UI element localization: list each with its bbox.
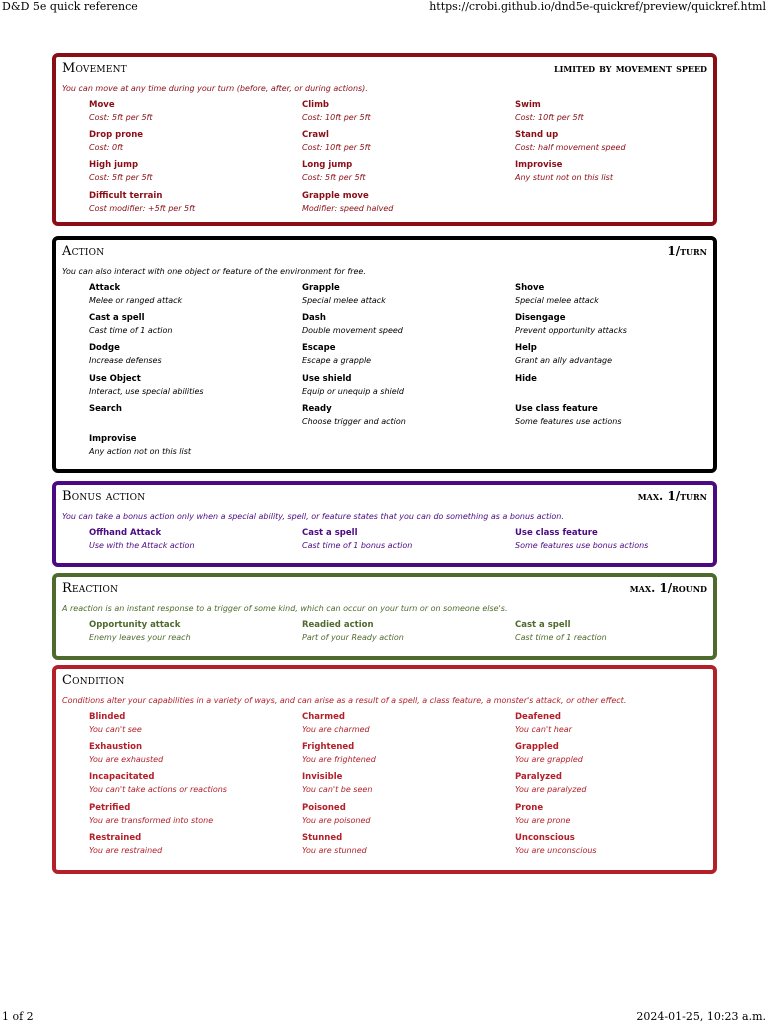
rule-item-description: Cost: half movement speed [515,143,626,153]
rule-item-name: Offhand Attack [89,528,162,538]
reaction-section [52,573,717,660]
rule-item[interactable] [302,802,515,832]
rule-item[interactable] [89,99,302,129]
rule-item-name: Ready [302,403,332,414]
rule-item-name: Deafened [515,712,561,722]
rule-item-name: Invisible [302,772,343,783]
rule-item[interactable] [89,342,302,372]
rule-item-name: Restrained [89,832,142,843]
action-section [52,236,717,473]
rule-item[interactable] [302,190,515,220]
rule-item-name: Use class feature [515,528,598,538]
action-header [62,240,707,266]
rule-item-name: Frightened [302,742,355,753]
rule-item-description: Special melee attack [515,296,599,305]
rule-item-name: Cast a spell [89,313,145,324]
rule-item-description: Choose trigger and action [302,416,406,426]
rule-item[interactable] [515,802,717,832]
rule-item-description: Cost modifier: +5ft per 5ft [89,203,196,213]
page-number: 1 of 2 [2,1010,34,1023]
rule-item[interactable] [515,99,717,129]
rule-item-description: You are grappled [515,755,583,765]
rule-item[interactable] [302,312,515,342]
rule-item-name: Exhaustion [89,742,143,753]
rule-item[interactable] [302,619,515,649]
rule-item[interactable] [515,711,717,741]
rule-item-description: Some features use bonus actions [515,541,649,550]
rule-item-name: High jump [89,160,139,171]
movement-limit: limited by movement speed [554,61,707,75]
rule-item-description: Cost: 5ft per 5ft [89,173,153,183]
movement-header [62,57,707,83]
rule-item-description: You are poisoned [302,815,371,825]
rule-item-name: Incapacitated [89,772,155,783]
rule-item-description: You are restrained [89,845,163,855]
rule-item[interactable] [515,403,717,433]
rule-item-name: Paralyzed [515,772,562,783]
bonus-action-header [62,485,707,511]
rule-item[interactable] [89,159,302,189]
rule-item[interactable] [89,711,302,741]
rule-item-name: Cast a spell [515,620,571,630]
condition-title: Condition [62,673,125,688]
rule-item[interactable] [515,342,717,372]
bonus-action-title: Bonus action [62,489,146,504]
rule-item-name: Hide [515,373,537,384]
rule-item-name: Cast a spell [302,528,358,538]
rule-item[interactable] [89,619,302,649]
rule-item[interactable] [302,771,515,801]
condition-items [89,711,713,862]
condition-header [62,669,707,695]
movement-section [52,53,717,226]
rule-item[interactable] [89,832,302,862]
rule-item[interactable] [302,373,515,403]
movement-title: Movement [62,61,127,76]
rule-item-name: Readied action [302,620,374,630]
rule-item-description: Some features use actions [515,416,622,426]
rule-item[interactable] [302,832,515,862]
rule-item-description: Prevent opportunity attacks [515,326,627,336]
rule-item-description: You can't hear [515,725,572,734]
rule-item[interactable] [515,619,717,649]
rule-item-description: You can't see [89,725,142,734]
rule-item-description: You are transformed into stone [89,815,214,825]
rule-item-name: Improvise [89,433,137,444]
bonus-action-limit: max. 1/turn [637,489,707,503]
rule-item[interactable] [302,129,515,159]
rule-item-name: Petrified [89,802,131,813]
rule-item-description: You can't take actions or reactions [89,785,227,795]
rule-item[interactable] [515,282,717,312]
bonus-action-description: You can take a bonus action only when a special ability, spell, or feature states that you can do something as a bonus action. [62,512,564,521]
rule-item[interactable] [89,403,302,433]
rule-item-name: Opportunity attack [89,620,181,630]
reaction-header [62,577,707,603]
rule-item-description: You can't be seen [302,785,373,795]
rule-item-description: Cast time of 1 bonus action [302,541,413,550]
rule-item-name: Disengage [515,313,566,324]
rule-item-name: Attack [89,283,121,293]
rule-item-name: Dash [302,313,326,324]
rule-item[interactable] [515,771,717,801]
rule-item-name: Prone [515,802,544,813]
action-description: You can also interact with one object or feature of the environment for free. [62,267,366,276]
rule-item-name: Grappled [515,742,559,753]
rule-item-description: Part of your Ready action [302,633,404,642]
rule-item-name: Poisoned [302,802,346,813]
rule-item[interactable] [89,129,302,159]
rule-item-description: You are prone [515,815,571,825]
rule-item-name: Difficult terrain [89,190,163,201]
rule-item[interactable] [302,159,515,189]
rule-item[interactable] [302,527,515,557]
rule-item-description: You are frightened [302,755,376,765]
rule-item[interactable] [302,403,515,433]
rule-item-name: Help [515,343,537,354]
rule-item-name: Use shield [302,373,352,384]
action-title: Action [62,244,105,259]
rule-item-description: Cast time of 1 action [89,326,173,336]
reaction-limit: max. 1/round [629,581,707,595]
action-items [89,282,713,463]
rule-item[interactable] [515,312,717,342]
rule-item[interactable] [515,159,717,189]
rule-item-description: Escape a grapple [302,356,372,366]
reaction-title: Reaction [62,581,119,596]
rule-item-name: Stand up [515,130,559,141]
rule-item-name: Crawl [302,130,329,141]
rule-item-description: Melee or ranged attack [89,296,183,305]
document-url[interactable]: https://crobi.github.io/dnd5e-quickref/preview/quickref.html [429,0,766,13]
bonus-action-section [52,481,717,567]
document-title: D&D 5e quick reference [2,0,138,13]
rule-item-description: Increase defenses [89,356,162,366]
rule-item[interactable] [302,99,515,129]
rule-item-description: Cost: 5ft per 5ft [302,173,366,183]
rule-item-description: Cost: 10ft per 5ft [302,143,371,153]
rule-item[interactable] [515,832,717,862]
rule-item-description: Use with the Attack action [89,541,195,550]
rule-item-name: Shove [515,283,545,293]
condition-description: Conditions alter your capabilities in a variety of ways, and can arise as a result of a spell, a class feature, a monster's attack, or other effect. [62,696,627,705]
rule-item-name: Unconscious [515,832,575,843]
print-datetime: 2024-01-25, 10:23 a.m. [636,1010,766,1023]
action-limit: 1/turn [667,244,707,258]
rule-item-name: Grapple [302,283,340,293]
rule-item[interactable] [89,771,302,801]
rule-item-name: Swim [515,100,541,110]
rule-item-description: Special melee attack [302,296,386,305]
rule-item-description: Cost: 5ft per 5ft [89,113,153,122]
rule-item-description: Grant an ally advantage [515,356,613,366]
reaction-description: A reaction is an instant response to a trigger of some kind, which can occur on your turn or on someone else's. [62,604,508,613]
rule-item[interactable] [89,741,302,771]
rule-item-description: Modifier: speed halved [302,203,394,213]
rule-item-description: Interact, use special abilities [89,386,204,396]
rule-item-name: Use class feature [515,403,598,414]
rule-item-name: Long jump [302,160,353,171]
rule-item-name: Improvise [515,160,563,171]
rule-item[interactable] [302,711,515,741]
rule-item-description: Equip or unequip a shield [302,386,404,396]
rule-item-description: You are charmed [302,725,370,734]
rule-item-description: Cost: 0ft [89,143,124,153]
rule-item-name: Stunned [302,832,343,843]
movement-items [89,99,713,220]
print-header [0,0,768,14]
rule-item-description: You are paralyzed [515,785,587,795]
rule-item-name: Grapple move [302,190,369,201]
print-footer [0,1010,768,1024]
rule-item-name: Blinded [89,712,126,722]
rule-item-description: Any stunt not on this list [515,173,613,183]
condition-section [52,665,717,874]
rule-item[interactable] [89,527,302,557]
rule-item[interactable] [515,373,717,403]
rule-item[interactable] [515,527,717,557]
rule-item[interactable] [89,433,302,463]
movement-description: You can move at any time during your turn (before, after, or during actions). [62,84,368,93]
rule-item-description: Enemy leaves your reach [89,633,191,642]
rule-item-name: Climb [302,100,330,110]
rule-item-name: Charmed [302,712,345,722]
rule-item[interactable] [89,312,302,342]
rule-item-description: You are unconscious [515,845,597,855]
rule-item[interactable] [302,282,515,312]
rule-item[interactable] [89,802,302,832]
rule-item-name: Drop prone [89,130,144,141]
rule-item-description: You are exhausted [89,755,164,765]
rule-item-name: Search [89,403,122,414]
rule-item[interactable] [302,741,515,771]
rule-item[interactable] [515,129,717,159]
rule-item-description: Cost: 10ft per 5ft [515,113,584,122]
rule-item[interactable] [89,282,302,312]
rule-item-description: Cost: 10ft per 5ft [302,113,371,122]
rule-item[interactable] [302,342,515,372]
rule-item-description: Cast time of 1 reaction [515,633,607,642]
rule-item-description: Double movement speed [302,326,403,336]
rule-item-description: You are stunned [302,845,367,855]
bonus-action-items [89,527,713,557]
reaction-items [89,619,713,649]
rule-item-name: Use Object [89,373,141,384]
rule-item[interactable] [515,741,717,771]
rule-item-name: Move [89,100,115,110]
rule-item-name: Escape [302,343,336,354]
rule-item-description: Any action not on this list [89,446,192,456]
rule-item[interactable] [89,190,302,220]
rule-item[interactable] [89,373,302,403]
rule-item-name: Dodge [89,343,120,354]
